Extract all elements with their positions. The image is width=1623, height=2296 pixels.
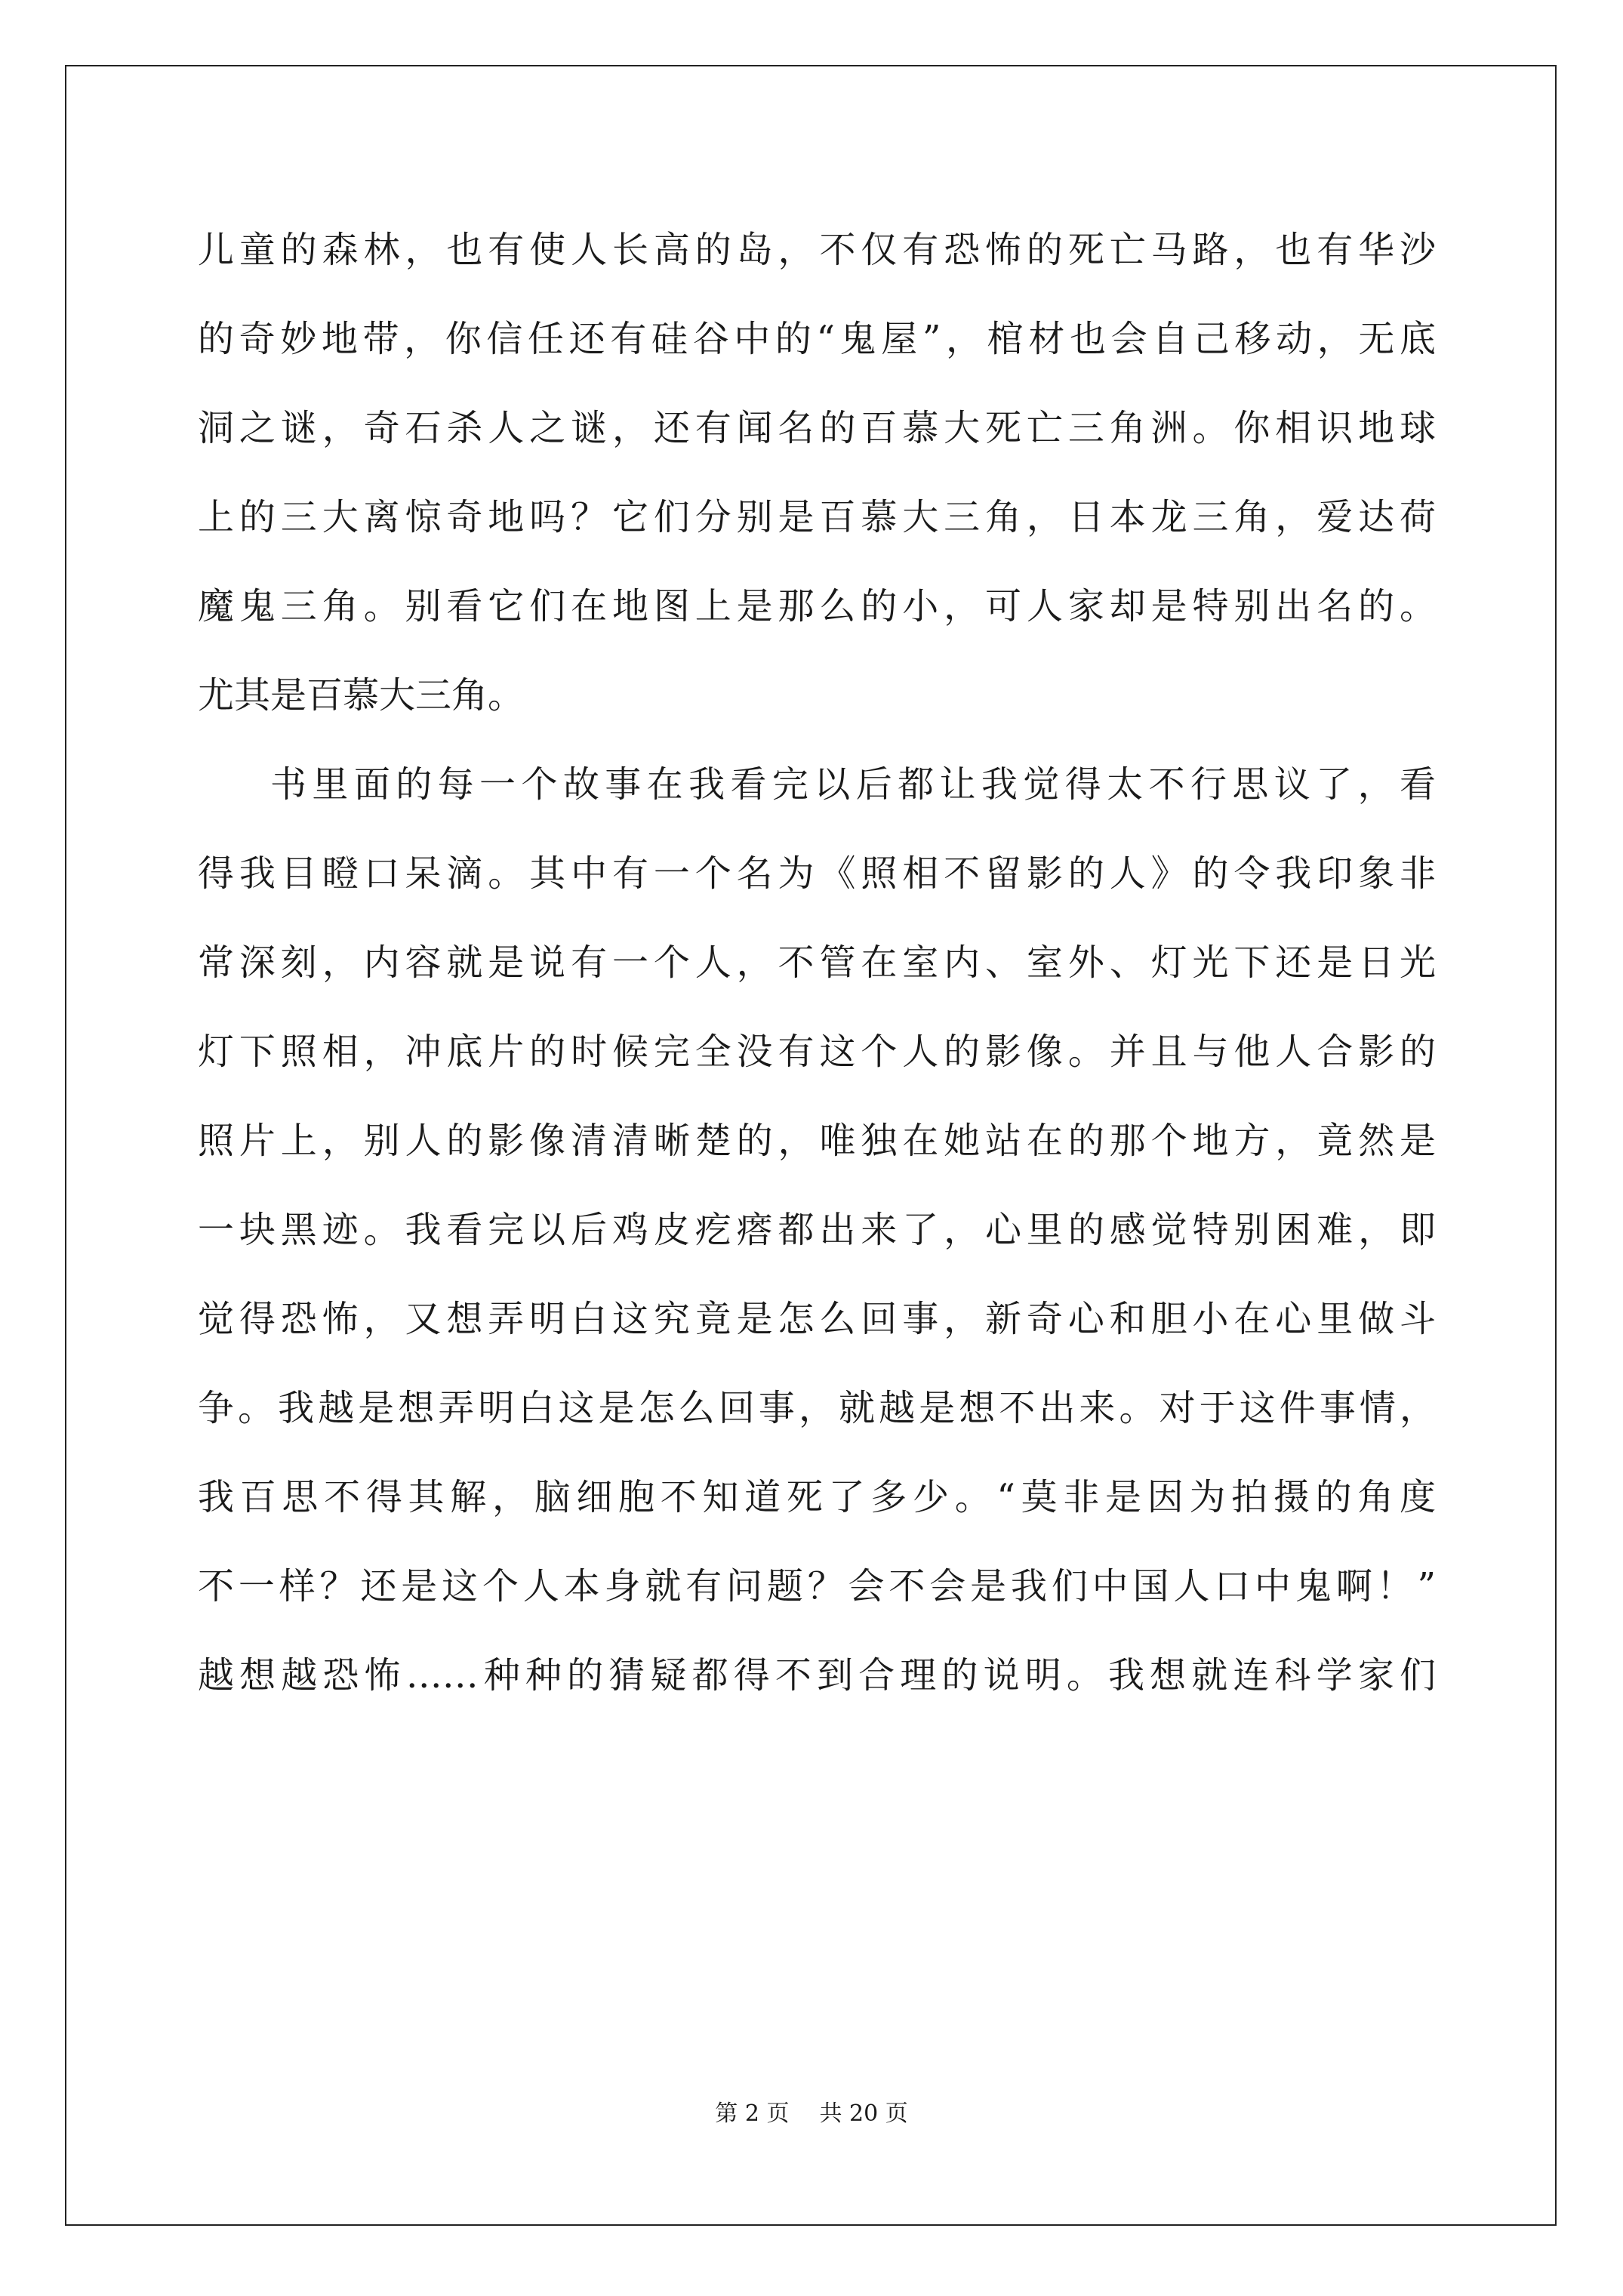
page-number: 第 2 页	[715, 2100, 790, 2127]
text-line: 争。我越是想弄明白这是怎么回事，就越是想不出来。对于这件事情，	[198, 1387, 1436, 1429]
text-line: 洞之谜，奇石杀人之谜，还有闻名的百慕大死亡三角洲。你相识地球	[198, 407, 1436, 449]
text-line: 得我目瞪口呆滴。其中有一个名为《照相不留影的人》的令我印象非	[198, 852, 1436, 895]
document-body	[198, 205, 1436, 1720]
text-line: 尤其是百慕大三角。	[198, 674, 525, 717]
text-line: 上的三大离惊奇地吗？它们分别是百慕大三角，日本龙三角，爱达荷	[198, 496, 1436, 538]
text-line: 儿童的森林，也有使人长高的岛，不仅有恐怖的死亡马路，也有华沙	[198, 229, 1436, 271]
text-line: 一块黑迹。我看完以后鸡皮疙瘩都出来了，心里的感觉特别困难，即	[198, 1209, 1436, 1251]
text-line: 越想越恐怖……种种的猜疑都得不到合理的说明。我想就连科学家们	[198, 1654, 1436, 1697]
text-line: 书里面的每一个故事在我看完以后都让我觉得太不行思议了，看	[270, 763, 1436, 806]
text-line: 我百思不得其解，脑细胞不知道死了多少。“莫非是因为拍摄的角度	[198, 1476, 1436, 1518]
text-line: 不一样？还是这个人本身就有问题？会不会是我们中国人口中鬼啊！”	[198, 1565, 1436, 1607]
text-line: 的奇妙地带，你信任还有硅谷中的“鬼屋”，棺材也会自己移动，无底	[198, 318, 1436, 360]
text-line: 魔鬼三角。别看它们在地图上是那么的小，可人家却是特别出名的。	[198, 585, 1436, 627]
text-line: 照片上，别人的影像清清晰楚的，唯独在她站在的那个地方，竟然是	[198, 1120, 1436, 1162]
text-line: 灯下照相，冲底片的时候完全没有这个人的影像。并且与他人合影的	[198, 1031, 1436, 1073]
page-total: 共 20 页	[819, 2100, 908, 2127]
text-line: 觉得恐怖，又想弄明白这究竟是怎么回事，新奇心和胆小在心里做斗	[198, 1298, 1436, 1340]
page-footer	[0, 2094, 1623, 2128]
text-line: 常深刻，内容就是说有一个人，不管在室内、室外、灯光下还是日光	[198, 942, 1436, 984]
